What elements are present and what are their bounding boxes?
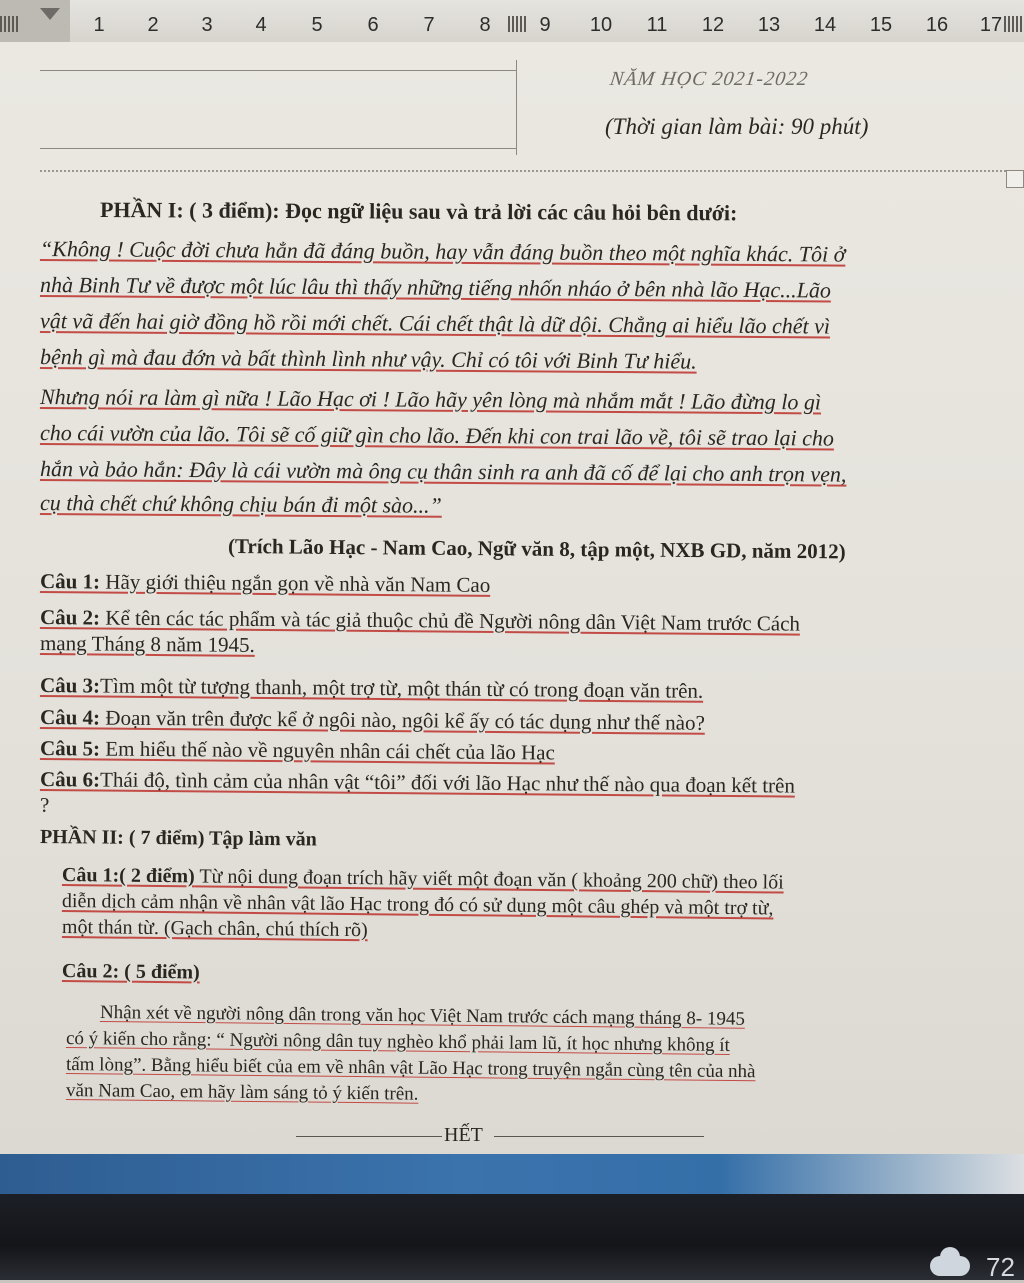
passage-line: vật vã đến hai giờ đồng hồ rồi mới chết. Cái chết thật là dữ dội. Chẳng ai hiểu lão chết vì (39, 308, 831, 339)
weather-temperature[interactable]: 72 (986, 1252, 1015, 1282)
question-text: diễn dịch cảm nhận về nhân vật lão Hạc trong đó có sử dụng một câu ghép và một trợ từ, (61, 890, 774, 920)
passage-source: (Trích Lão Hạc - Nam Cao, Ngữ văn 8, tập một, NXB GD, năm 2012) (227, 534, 846, 564)
end-divider-right (494, 1136, 704, 1137)
passage-line: bệnh gì mà đau đớn và bất thình lình như vậy. Chỉ có tôi với Binh Tư hiểu. (39, 344, 697, 374)
question-text: Em hiểu thế nào về nguyên nhân cái chết của lão Hạc (99, 736, 555, 765)
question-2-continued (40, 630, 255, 658)
part2-question-2-label: Câu 2: ( 5 điểm) (61, 960, 200, 984)
question-text: mạng Tháng 8 năm 1945. (39, 631, 255, 657)
header-table (40, 60, 1024, 172)
question-text: Tìm một từ tượng thanh, một trợ từ, một thán từ có trong đoạn văn trên. (99, 673, 704, 703)
question-text: một thán từ. (Gạch chân, chú thích rõ) (61, 916, 368, 942)
ruler-number: 3 (201, 14, 213, 36)
part1-heading: PHẦN I: ( 3 điểm): Đọc ngữ liệu sau và trả lời các câu hỏi bên dưới: (99, 197, 738, 226)
question-label: Câu 3: (39, 673, 101, 698)
right-margin-marker-icon[interactable] (1004, 16, 1022, 32)
passage-line: “Không ! Cuộc đời chưa hẳn đã đáng buồn, hay vẫn đáng buồn theo một nghĩa khác. Tôi ở (39, 236, 846, 267)
ruler-number: 4 (255, 14, 267, 36)
ruler-grip-icon[interactable] (0, 16, 18, 32)
header-table-divider (516, 60, 517, 155)
ruler-number: 10 (589, 14, 613, 36)
passage-line: cho cái vườn của lão. Tôi sẽ cố giữ gìn cho lão. Đến khi con trai lão về, tôi sẽ trao lại cho (39, 420, 835, 451)
ruler-number: 14 (813, 14, 837, 36)
first-line-indent-marker[interactable] (40, 8, 60, 20)
question-label: Câu 1: (39, 569, 101, 594)
question-text: Hãy giới thiệu ngắn gọn về nhà văn Nam Cao (99, 569, 491, 597)
question-label: Câu 4: (39, 705, 101, 730)
header-table-border (40, 70, 516, 71)
ruler-number: 16 (925, 14, 949, 36)
ruler-number: 6 (367, 14, 379, 36)
table-resize-handle[interactable] (1006, 170, 1024, 188)
school-year-fragment: NĂM HỌC 2021-2022 (608, 68, 810, 90)
ruler-number: 1 (93, 14, 105, 36)
ruler-number: 9 (539, 14, 551, 36)
question-text: ? (40, 793, 50, 817)
end-divider-left (296, 1136, 442, 1137)
ruler-number: 2 (147, 14, 159, 36)
ruler-number: 11 (646, 14, 668, 36)
question-text: tấm lòng”. Bằng hiểu biết của em về nhân vật Lão Hạc trong truyện ngắn cùng tên của nhà (65, 1054, 756, 1083)
question-6-continued (40, 792, 49, 818)
question-label: Câu 1:( 2 điểm) (61, 864, 195, 888)
ruler-number: 7 (423, 14, 435, 36)
column-marker-icon[interactable] (508, 16, 526, 32)
passage-line: cụ thà chết chứ không chịu bán đi một sào...” (39, 490, 442, 518)
passage-line: nhà Binh Tư về được một lúc lâu thì thấy những tiếng nhốn nháo ở bên nhà lão Hạc...Lão (39, 272, 831, 303)
weather-cloud-icon[interactable] (930, 1256, 970, 1276)
question-1 (40, 568, 490, 598)
part2-heading: PHẦN II: ( 7 điểm) Tập làm văn (39, 826, 317, 851)
ruler-number: 13 (757, 14, 781, 36)
ruler-number: 12 (701, 14, 725, 36)
question-text: Đoạn văn trên được kể ở ngôi nào, ngôi kể ấy có tác dụng như thế nào? (99, 705, 705, 735)
question-label: Câu 6: (39, 767, 101, 792)
screen-glare (720, 1154, 1024, 1194)
question-5 (40, 735, 555, 765)
ruler-number: 15 (869, 14, 893, 36)
end-marker: HẾT (444, 1124, 483, 1146)
question-text: Từ nội dung đoạn trích hãy viết một đoạn văn ( khoảng 200 chữ) theo lối (194, 865, 784, 894)
time-limit-note: (Thời gian làm bài: 90 phút) (605, 114, 869, 139)
horizontal-ruler[interactable] (0, 0, 1024, 43)
taskbar[interactable] (0, 1194, 1024, 1280)
question-text: có ý kiến cho rằng: “ Người nông dân tuy nghèo khổ phải lam lũ, ít học nhưng không ít (65, 1028, 730, 1056)
header-table-border (40, 148, 516, 149)
question-label: Câu 5: (39, 736, 101, 761)
question-text: văn Nam Cao, em hãy làm sáng tỏ ý kiến trên. (65, 1080, 419, 1105)
ruler-number: 17 (979, 14, 1003, 36)
passage-line: hắn và bảo hắn: Đây là cái vườn mà ông cụ thân sinh ra anh đã cố để lại cho anh trọn vẹn, (39, 456, 847, 487)
question-text: Kể tên các tác phẩm và tác giả thuộc chủ đề Người nông dân Việt Nam trước Cách (99, 605, 801, 636)
ruler-number: 8 (479, 14, 491, 36)
question-label: Câu 2: (39, 605, 101, 630)
question-text: Thái độ, tình cảm của nhân vật “tôi” đối với lão Hạc như thế nào qua đoạn kết trên (99, 767, 796, 798)
passage-line: Nhưng nói ra làm gì nữa ! Lão Hạc ơi ! Lão hãy yên lòng mà nhắm mắt ! Lão đừng lo gì (39, 384, 822, 415)
question-text: Nhận xét về người nông dân trong văn học Việt Nam trước cách mạng tháng 8- 1945 (99, 1002, 746, 1030)
ruler-number: 5 (311, 14, 323, 36)
